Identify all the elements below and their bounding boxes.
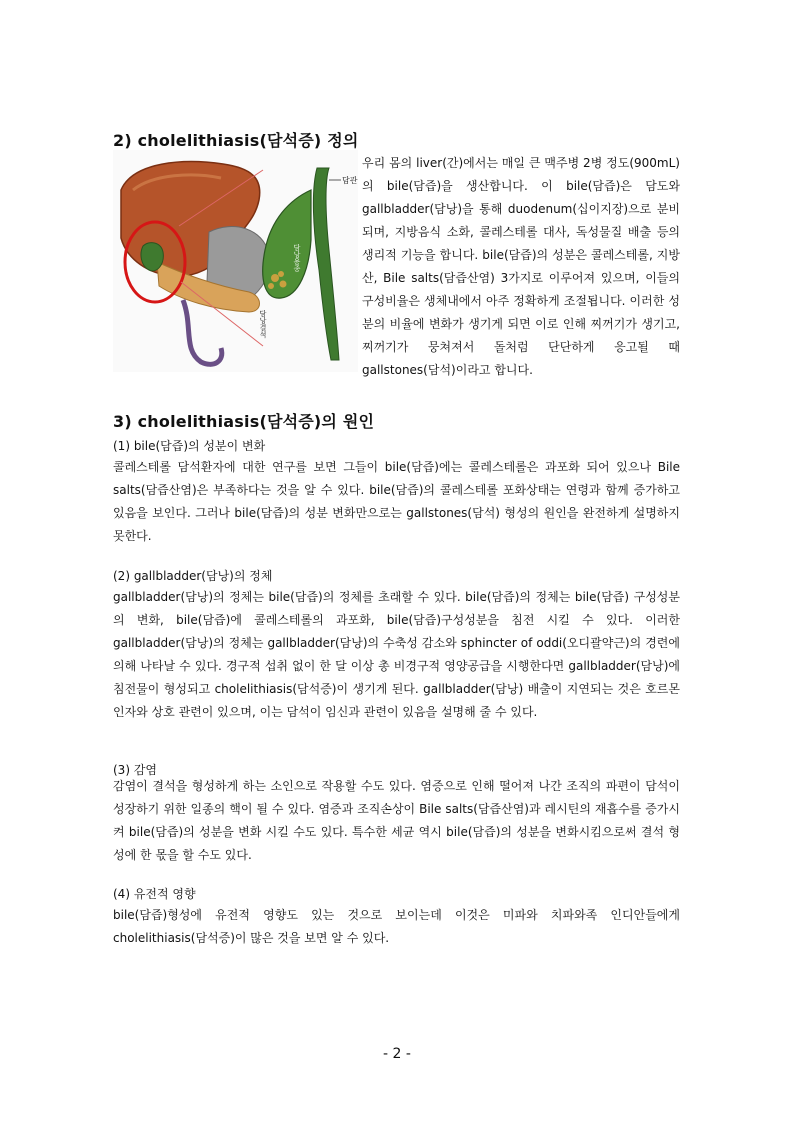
bladder-label: 담낭용종 xyxy=(293,244,301,272)
cause-2-title: (2) gallbladder(담낭)의 정체 xyxy=(113,569,273,583)
cause-4-title: (4) 유전적 영향 xyxy=(113,887,196,901)
section-2-heading: 2) cholelithiasis(담석증) 정의 xyxy=(113,131,359,150)
cause-1-text: 콜레스테롤 담석환자에 대한 연구를 보면 그들이 bile(담즙)에는 콜레스테롤은 과포화 되어 있으나 Bile salts(담즙산염)은 부족하다는 것을 알 수 있다. bile(담즙)의 콜레스테롤 포화상태는 연령과 함께 증가하고 있음을 보인다. 그러나 bile(담즙)의 성분 변화만으로는 gallstones(담석) 형성의 원인을 완전하게 설명하지 못한다. xyxy=(113,460,680,543)
intro-paragraph: 우리 몸의 liver(간)에서는 매일 큰 맥주병 2병 정도(900mL)의 bile(담즙)을 생산합니다. 이 bile(담즙)은 담도와 gallbladder(담낭)을 통해 duodenum(십이지장)으로 분비되며, 지방음식 소화, 콜레스테롤 대사, 독성물질 배출 등의 생리적 기능을 합니다. bile(담즙)의 성분은 콜레스테롤, 지방산, Bile salts(담즙산염) 3가지로 이루어져 있으며, 이들의 구성비율은 생체내에서 아주 정확하게 조절됩니다. 이러한 성분의 비율에 변화가 생기게 되면 이로 인해 찌꺼기가 생기고, 찌꺼기가 뭉쳐져서 돌처럼 단단하게 응고될 때 gallstones(담석)이라고 합니다. xyxy=(362,156,680,377)
cause-3-title: (3) 감염 xyxy=(113,763,157,777)
cause-2-text: gallbladder(담낭)의 정체는 bile(담즙)의 정체를 초래할 수 있다. bile(담즙)의 정체는 bile(담즙) 구성성분의 변화, bile(담즙)에 콜레스테롤의 과포화, bile(담즙)구성성분을 침전 시킬 수 있다. 이러한 gallbladder(담낭)의 정체는 gallbladder(담낭)의 수축성 감소와 sphincter of oddi(오디괄약근)의 경련에 의해 나타날 수 있다. 경구적 섭취 없이 한 달 이상 총 비경구적 영양공급을 시행한다면 gallbladder(담낭)에 침전물이 형성되고 cholelithiasis(담석증)이 생기게 된다. gallbladder(담낭) 배출이 지연되는 것은 호르몬 인자와 상호 관련이 있으며, 이는 담석이 임신과 관련이 있음을 설명해 줄 수 있다. xyxy=(113,590,680,719)
cause-1-title: (1) bile(담즙)의 성분이 변화 xyxy=(113,439,266,453)
duct-label: 담관 xyxy=(342,176,358,185)
cause-3-text: 감염이 결석을 형성하게 하는 소인으로 작용할 수도 있다. 염증으로 인해 떨어져 나간 조직의 파편이 담석이 성장하기 위한 일종의 핵이 될 수 있다. 염증과 조직손상이 Bile salts(담즙산염)과 레시틴의 재흡수를 증가시켜 bile(담즙)의 성분을 변화 시킬 수도 있다. 특수한 세균 역시 bile(담즙)의 성분을 변화시킴으로써 결석 형성에 한 몫을 할 수도 있다. xyxy=(113,779,680,862)
section-3-heading: 3) cholelithiasis(담석증)의 원인 xyxy=(113,412,375,431)
page-number: - 2 - xyxy=(383,1046,411,1062)
cause-4-text: bile(담즙)형성에 유전적 영향도 있는 것으로 보이는데 이것은 미파와 치파와족 인디안들에게 cholelithiasis(담석증)이 많은 것을 보면 알 수 있다. xyxy=(113,908,680,945)
stone-label: 담낭결석 xyxy=(259,310,267,338)
liver-gallbladder-illustration xyxy=(113,150,358,372)
